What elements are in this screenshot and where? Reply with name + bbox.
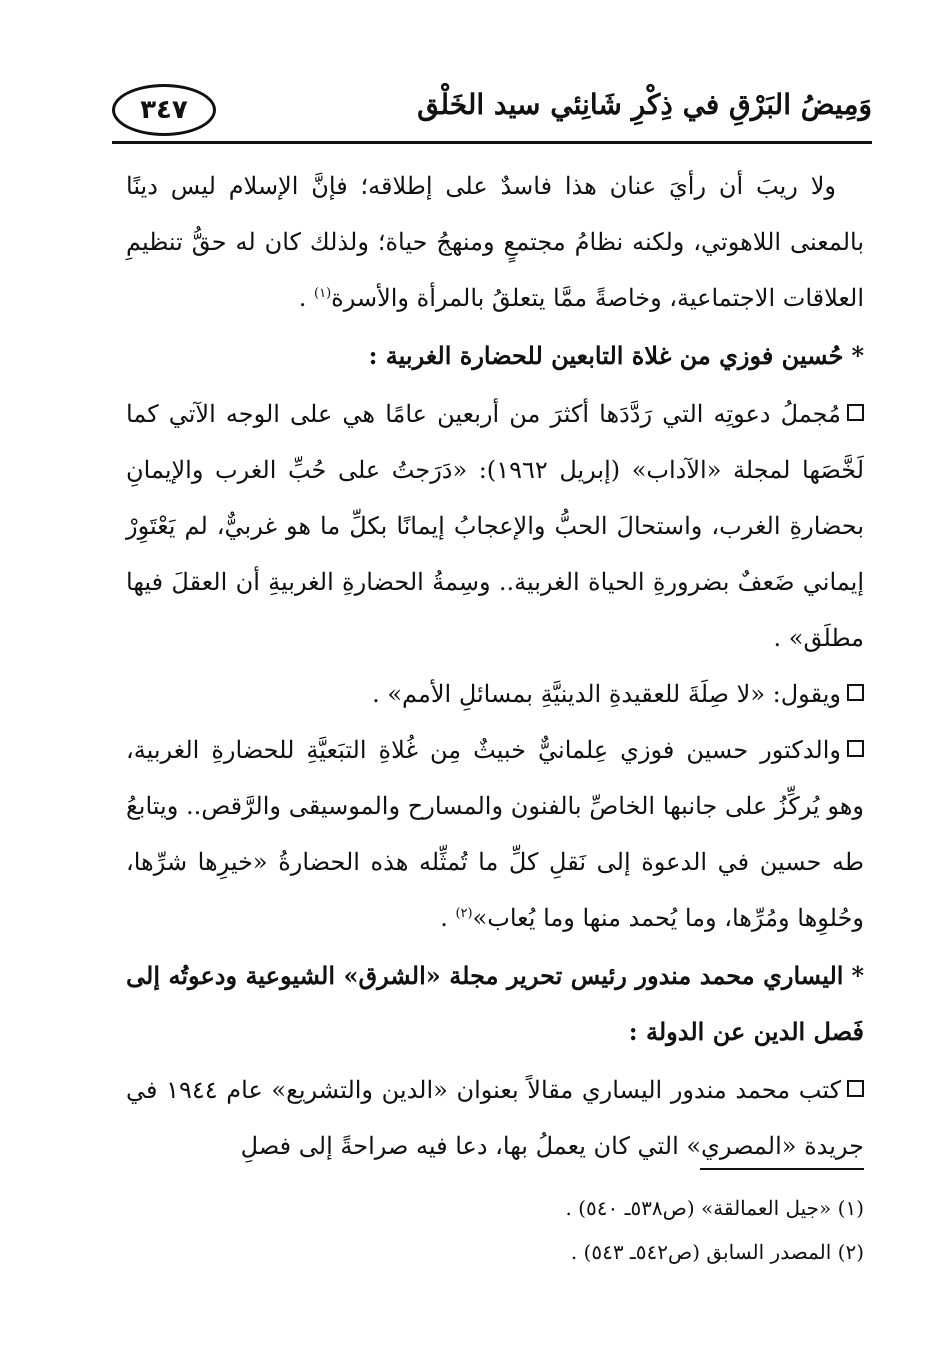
- footnote-item: (١) «جيل العمالقة» (ص٥٣٨ـ ٥٤٠) .: [565, 1196, 864, 1220]
- paragraph-tail: .: [298, 284, 314, 312]
- square-bullet-icon: [847, 1080, 864, 1097]
- bullet-paragraph: [126, 1062, 864, 1174]
- bullet-paragraph: [126, 386, 864, 666]
- paragraph-text: ولا ريبَ أن رأيَ عنان هذا فاسدٌ على إطلاقه؛ فإنَّ الإسلام ليس دينًا بالمعنى اللاهوتي، ولكنه نظامُ مجتمعٍ ومنهجُ حياة؛ ولذلك كان له حقُّ تنظيمِ العلاقات الاجتماعية، وخاصةً ممَّا يتعلقُ بالمرأة والأسرة: [126, 172, 864, 312]
- body-text: [126, 158, 864, 1174]
- bullet-paragraph: [126, 666, 864, 722]
- footnote-ref: (١): [314, 286, 332, 301]
- heading-text: حُسين فوزي من غلاة التابعين للحضارة الغربية :: [368, 341, 844, 370]
- footnote-rule: [700, 1168, 864, 1170]
- paragraph: [126, 158, 864, 326]
- page-number: ٣٤٧: [112, 84, 216, 136]
- paragraph-text: كتب محمد مندور اليساري مقالاً بعنوان «الدين والتشريع» عام ١٩٤٤ في جريدة «المصري» التي كان يعملُ بها، دعا فيه صراحةً إلى فصلِ: [126, 1076, 864, 1160]
- running-title: وَمِيضُ البَرْقِ في ذِكْرِ شَانِئي سيد الخَلْق: [417, 88, 872, 121]
- page-header: [112, 78, 872, 142]
- header-rule: [112, 141, 872, 144]
- paragraph-tail: .: [440, 904, 456, 932]
- bullet-paragraph: [126, 722, 864, 946]
- square-bullet-icon: [847, 740, 864, 757]
- star-marker: *: [851, 341, 864, 370]
- footnotes: [126, 1186, 864, 1274]
- paragraph-text: ويقول: «لا صِلَةَ للعقيدةِ الدينيَّةِ بمسائلِ الأمم» .: [372, 680, 841, 708]
- heading-text: اليساري محمد مندور رئيس تحرير مجلة «الشرق» الشيوعية ودعوتُه إلى فَصل الدين عن الدولة :: [126, 961, 864, 1046]
- section-heading: [126, 948, 864, 1060]
- paragraph-text: مُجملُ دعوتِه التي رَدَّدَها أكثرَ من أربعين عامًا هي على الوجه الآتي كما لَخَّصَها لمجلة «الآداب» (إبريل ١٩٦٢): «دَرَجتُ على حُبِّ الغرب والإيمانِ بحضارةِ الغرب، واستحالَ الحبُّ والإعجابُ إيمانًا بكلِّ ما هو غربيٌّ، لم يَعْتَوِرْ إيماني ضَعفٌ بضرورةِ الحياة الغربية.. وسِمةُ الحضارةِ الغربيةِ أن العقلَ فيها مطلَق» .: [126, 400, 865, 652]
- paragraph-text: والدكتور حسين فوزي عِلمانيٌّ خبيثٌ مِن غُلاةِ التبَعيَّةِ للحضارةِ الغربية، وهو يُركِّزُ على جانبها الخاصِّ بالفنون والمسارح والموسيقى والرَّقص.. ويتابعُ طه حسين في الدعوة إلى نَقلِ كلِّ ما تُمثِّله هذه الحضارةُ «خيرِها شرِّها، وحُلوِها ومُرِّها، وما يُحمد منها وما يُعاب»: [126, 736, 864, 932]
- footnote-item: (٢) المصدر السابق (ص٥٤٢ـ ٥٤٣) .: [570, 1240, 864, 1264]
- square-bullet-icon: [847, 404, 864, 421]
- section-heading: [126, 328, 864, 384]
- star-marker: *: [851, 961, 864, 990]
- footnote-ref: (٢): [455, 906, 473, 921]
- square-bullet-icon: [847, 684, 864, 701]
